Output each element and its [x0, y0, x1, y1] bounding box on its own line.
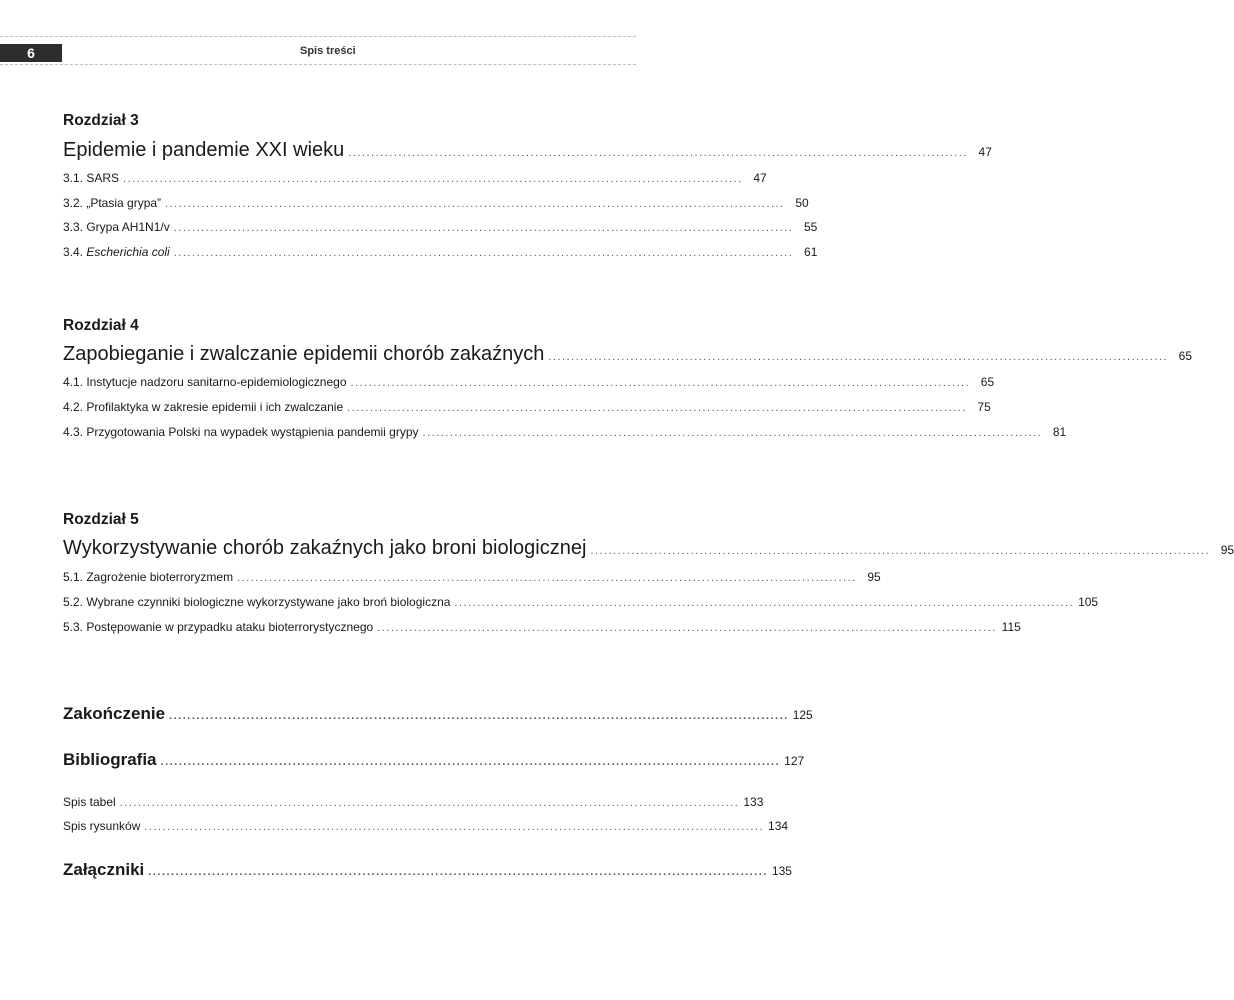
toc-entry-title: Spis tabel — [63, 795, 116, 809]
leader-dots: ........................................................................................................................................ — [377, 622, 997, 634]
toc-entry-page: 75 — [977, 400, 991, 414]
chapter-3-label: Rozdział 3 — [63, 112, 139, 129]
leader-dots: ........................................................................................................................................ — [454, 597, 1075, 609]
toc-row-5-2[interactable] — [63, 595, 1099, 609]
leader-dots: ........................................................................................................................................ — [422, 427, 1043, 439]
chapter-4-title-row[interactable] — [63, 343, 1193, 366]
toc-entry-title: 3.2. „Ptasia grypa” — [63, 196, 162, 210]
leader-dots: ........................................................................................................................................ — [123, 173, 743, 185]
toc-entry-title: 5.1. Zagrożenie bioterroryzmem — [63, 570, 234, 584]
toc-entry-title: 3.3. Grypa AH1N1/v — [63, 220, 170, 234]
leader-dots: ........................................................................................................................................ — [347, 402, 967, 414]
toc-row-zakonczenie[interactable] — [63, 704, 813, 724]
toc-entry-title: 5.2. Wybrane czynniki biologiczne wykorzystywane jako broń biologiczna — [63, 595, 451, 609]
chapter-4-label: Rozdział 4 — [63, 317, 139, 334]
toc-row-4-3[interactable] — [63, 425, 1067, 439]
toc-row-5-1[interactable] — [63, 570, 881, 584]
toc-entry-page: 125 — [792, 708, 813, 722]
toc-entry-page: 81 — [1052, 425, 1067, 439]
toc-entry-italic-title: Escherichia coli — [86, 245, 170, 259]
toc-entry-page: 55 — [804, 220, 818, 234]
leader-dots: ........................................................................................................................................ — [160, 756, 781, 768]
chapter-5-title-row[interactable] — [63, 537, 1234, 560]
toc-row-4-2[interactable] — [63, 400, 991, 414]
leader-dots: ........................................................................................................................................ — [169, 710, 789, 722]
chapter-5-label: Rozdział 5 — [63, 511, 139, 528]
chapter-3-title-row[interactable] — [63, 139, 992, 162]
leader-dots: ........................................................................................................................................ — [237, 572, 857, 584]
leader-dots: ........................................................................................................................................ — [348, 147, 968, 159]
toc-row-3-1[interactable] — [63, 171, 767, 185]
header-bottom-rule — [0, 64, 636, 65]
toc-entry-page: 95 — [867, 570, 881, 584]
chapter-4-title: Zapobieganie i zwalczanie epidemii chorób zakaźnych — [63, 343, 545, 365]
toc-entry-page: 135 — [771, 864, 792, 878]
chapter-4-page: 65 — [1178, 349, 1193, 363]
toc-row-3-2[interactable] — [63, 196, 809, 210]
toc-entry-page: 65 — [980, 375, 995, 389]
toc-row-bibliografia[interactable] — [63, 750, 805, 770]
toc-row-spis-rysunkow[interactable] — [63, 819, 789, 833]
toc-entry-page: 115 — [1001, 620, 1021, 634]
chapter-5-title: Wykorzystywanie chorób zakaźnych jako broni biologicznej — [63, 537, 587, 559]
toc-row-5-3[interactable] — [63, 620, 1021, 634]
toc-entry-title: 4.1. Instytucje nadzoru sanitarno-epidemiologicznego — [63, 375, 347, 389]
toc-entry-title: Bibliografia — [63, 750, 157, 769]
page-header — [0, 0, 650, 70]
toc-row-spis-tabel[interactable] — [63, 795, 764, 809]
page-number: 6 — [0, 44, 62, 62]
toc-entry-page: 134 — [768, 819, 789, 833]
toc-row-zalaczniki[interactable] — [63, 860, 792, 880]
toc-row-3-3[interactable] — [63, 220, 818, 234]
toc-entry-page: 50 — [795, 196, 809, 210]
toc-entry-title: 4.2. Profilaktyka w zakresie epidemii i ich zwalczanie — [63, 400, 344, 414]
toc-entry-page: 127 — [784, 754, 805, 768]
running-title: Spis treści — [300, 45, 356, 57]
leader-dots: ........................................................................................................................................ — [119, 797, 740, 809]
leader-dots: ........................................................................................................................................ — [144, 821, 765, 833]
chapter-5-page: 95 — [1220, 543, 1234, 557]
toc-row-3-4[interactable] — [63, 245, 818, 259]
toc-entry-title: Spis rysunków — [63, 819, 141, 833]
toc-entry-title: Załączniki — [63, 860, 145, 879]
leader-dots: ........................................................................................................................................ — [173, 247, 794, 259]
leader-dots: ........................................................................................................................................ — [548, 351, 1169, 363]
toc-entry-title: Zakończenie — [63, 704, 166, 723]
leader-dots: ........................................................................................................................................ — [590, 545, 1211, 557]
toc-row-4-1[interactable] — [63, 375, 995, 389]
chapter-3-page: 47 — [978, 145, 992, 159]
toc-entry-page: 47 — [753, 171, 767, 185]
chapter-3-title: Epidemie i pandemie XXI wieku — [63, 139, 345, 161]
toc-entry-title — [63, 245, 170, 259]
leader-dots: ........................................................................................................................................ — [173, 222, 794, 234]
toc-entry-title: 4.3. Przygotowania Polski na wypadek wystąpienia pandemii grypy — [63, 425, 419, 439]
leader-dots: ........................................................................................................................................ — [165, 198, 785, 210]
toc-entry-page: 133 — [743, 795, 764, 809]
leader-dots: ........................................................................................................................................ — [350, 377, 971, 389]
leader-dots: ........................................................................................................................................ — [148, 866, 768, 878]
header-top-rule — [0, 36, 636, 37]
toc-entry-number: 3.4. — [63, 245, 87, 259]
toc-entry-title: 3.1. SARS — [63, 171, 120, 185]
toc-entry-title: 5.3. Postępowanie w przypadku ataku bioterrorystycznego — [63, 620, 374, 634]
toc-entry-page: 61 — [804, 245, 818, 259]
toc-entry-page: 105 — [1078, 595, 1099, 609]
